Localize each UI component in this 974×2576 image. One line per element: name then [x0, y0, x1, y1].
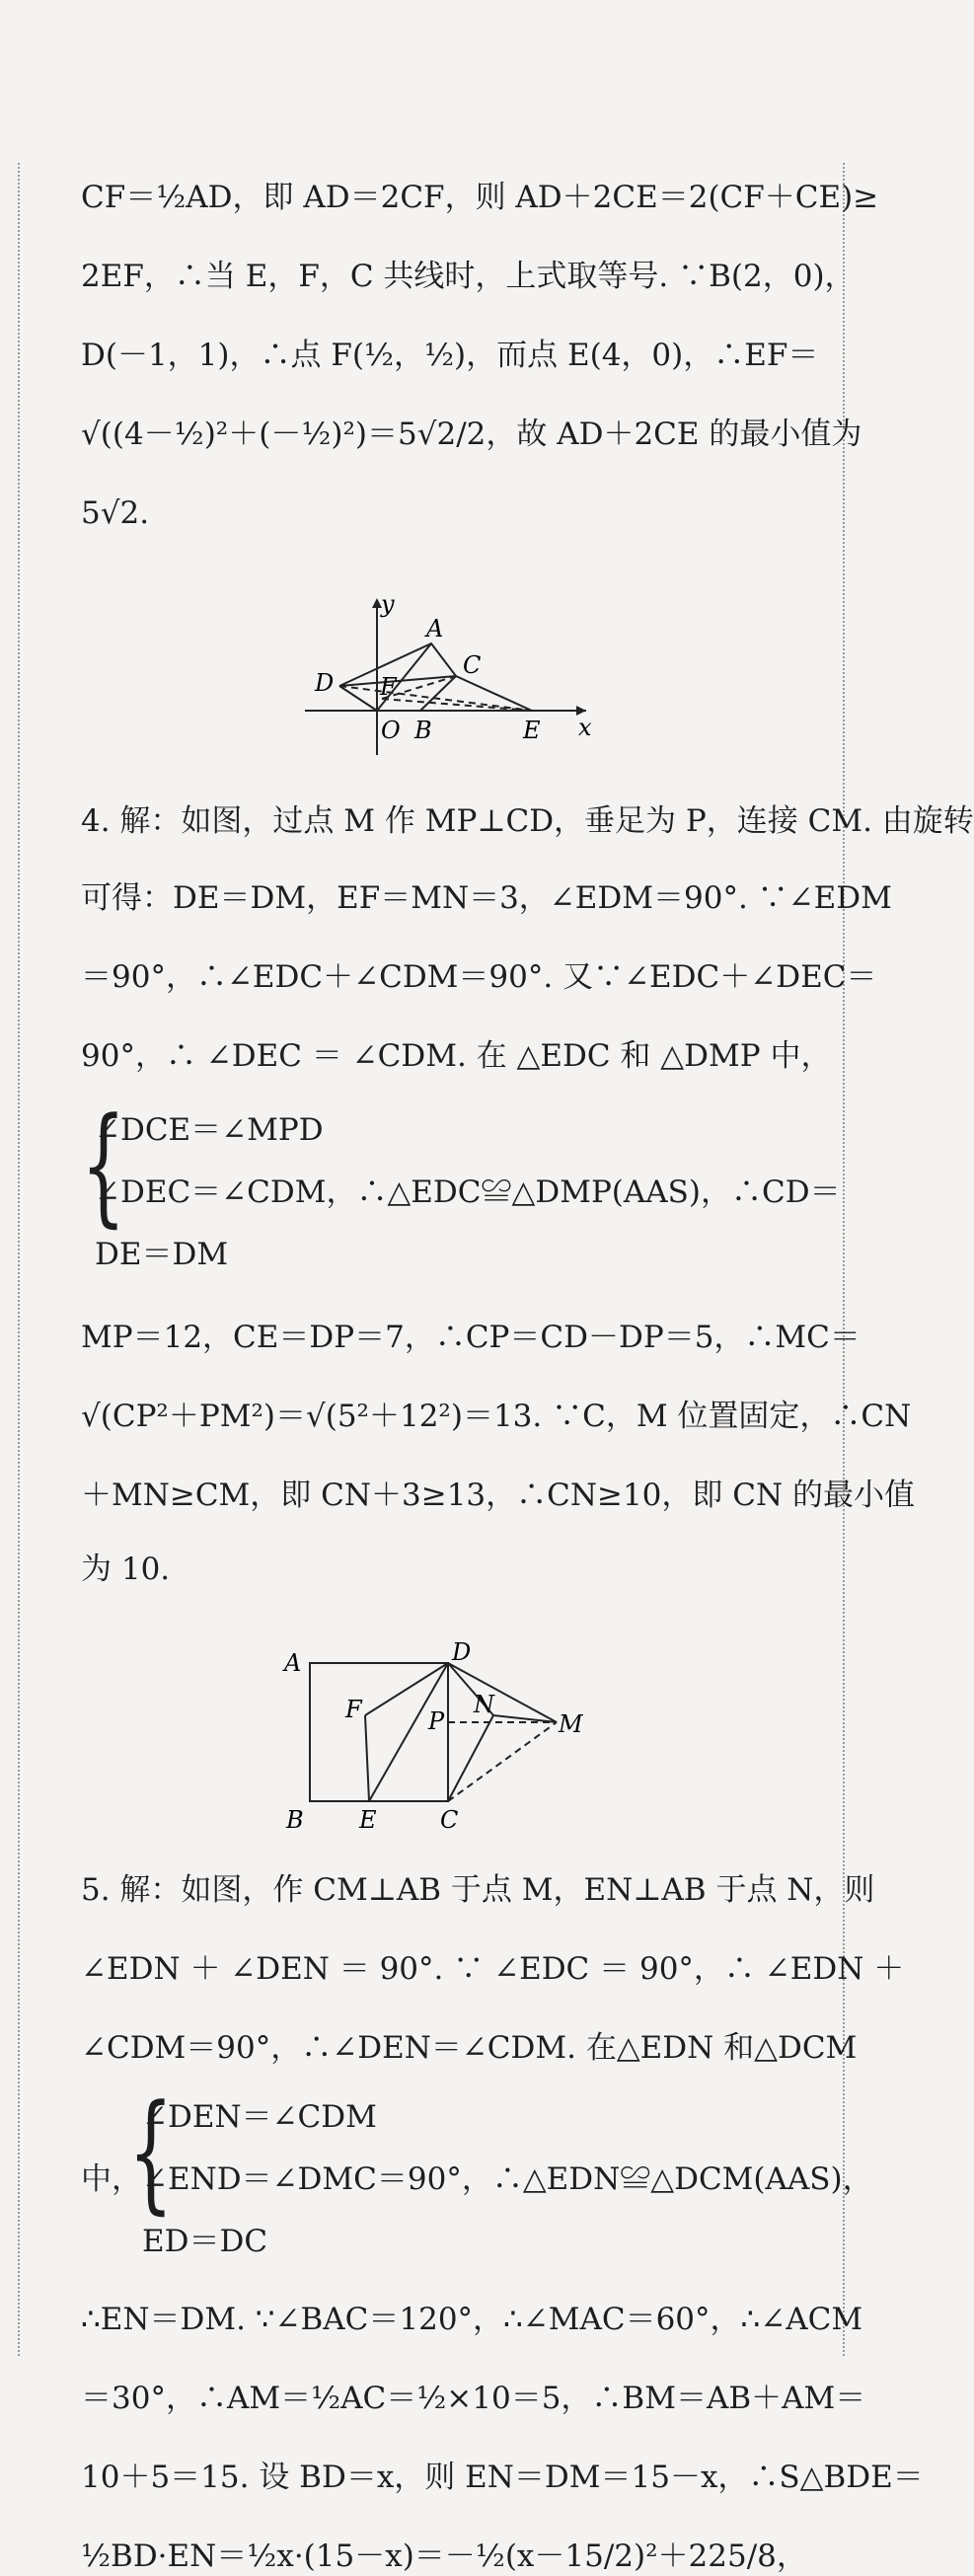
p5-line6: 10＋5＝15. 设 BD＝x，则 EN＝DM＝15－x，∴S△BDE＝	[81, 2460, 924, 2495]
left-dotted-margin	[18, 163, 20, 2356]
p3-line3: D(－1，1)，∴点 F(½，½)，而点 E(4，0)，∴EF＝	[81, 338, 819, 373]
p5-brace: {	[128, 2077, 174, 2227]
p5-brace-line2: ∠END＝∠DMC＝90°，∴△EDN≌△DCM(AAS)，	[142, 2161, 873, 2197]
label-A: A	[284, 1649, 302, 1677]
p3-line4: √((4－½)²＋(－½)²)＝5√2/2，故 AD＋2CE 的最小值为	[81, 417, 862, 452]
p3-line5: 5√2.	[81, 495, 150, 531]
p5-line5: ＝30°，∴AM＝½AC＝½×10＝5，∴BM＝AB＋AM＝	[81, 2381, 866, 2416]
label-E: E	[359, 1806, 377, 1834]
p5-line1: 5. 解：如图，作 CM⊥AB 于点 M，EN⊥AB 于点 N，则	[81, 1872, 875, 1908]
p4-line4: 90°，∴ ∠DEC ＝ ∠CDM. 在 △EDC 和 △DMP 中，	[81, 1038, 832, 1074]
p5-brace-group	[81, 2077, 873, 2285]
p5-line7: ½BD·EN＝½x·(15－x)＝－½(x－15/2)²＋225/8，	[81, 2538, 807, 2574]
p5-line4: ∴EN＝DM. ∵∠BAC＝120°，∴∠MAC＝60°，∴∠ACM	[81, 2302, 863, 2337]
label-C: C	[463, 651, 482, 679]
label-A: A	[426, 615, 444, 643]
p4-line8: 为 10.	[81, 1552, 171, 1587]
label-B: B	[286, 1806, 304, 1834]
figure-square-rotation	[278, 1638, 614, 1846]
p4-brace-line3: DE＝DM	[95, 1237, 229, 1272]
p4-line3: ＝90°，∴∠EDC＋∠CDM＝90°. 又∵∠EDC＋∠DEC＝	[81, 959, 877, 995]
label-O: O	[381, 717, 401, 744]
label-y: y	[381, 590, 395, 618]
label-B: B	[414, 717, 432, 744]
p5-line3: ∠CDM＝90°，∴∠DEN＝∠CDM. 在△EDN 和△DCM	[81, 2030, 858, 2066]
p5-brace-line1: ∠DEN＝∠CDM	[142, 2099, 377, 2135]
p4-brace-line2: ∠DEC＝∠CDM，∴△EDC≌△DMP(AAS)，∴CD＝	[95, 1174, 841, 1210]
label-C: C	[440, 1806, 459, 1834]
label-F: F	[380, 673, 397, 701]
label-P: P	[428, 1707, 445, 1735]
p4-line7: ＋MN≥CM，即 CN＋3≥13，∴CN≥10，即 CN 的最小值	[81, 1477, 915, 1513]
p4-line6: √(CP²＋PM²)＝√(5²＋12²)＝13. ∵C，M 位置固定，∴CN	[81, 1399, 912, 1434]
p4-brace: {	[81, 1090, 126, 1240]
p4-line2: 可得：DE＝DM，EF＝MN＝3，∠EDM＝90°. ∵∠EDM	[81, 880, 892, 916]
p5-zhong: 中，	[81, 2161, 142, 2197]
p4-line1: 4. 解：如图，过点 M 作 MP⊥CD，垂足为 P，连接 CM. 由旋转	[81, 803, 974, 839]
p4-brace-line1: ∠DCE＝∠MPD	[95, 1112, 324, 1148]
label-F: F	[345, 1696, 362, 1723]
p5-line2: ∠EDN ＋ ∠DEN ＝ 90°. ∵ ∠EDC ＝ 90°，∴ ∠EDN ＋	[81, 1951, 905, 1987]
label-x: x	[578, 714, 592, 741]
label-N: N	[474, 1691, 494, 1718]
label-D: D	[315, 669, 335, 697]
label-E: E	[523, 717, 541, 744]
figure-coordinate-triangle	[300, 592, 596, 760]
p4-line5: MP＝12，CE＝DP＝7，∴CP＝CD－DP＝5，∴MC＝	[81, 1320, 861, 1355]
label-M: M	[559, 1710, 583, 1738]
p3-line1: CF＝½AD，即 AD＝2CF，则 AD＋2CE＝2(CF＋CE)≥	[81, 180, 879, 215]
p3-line2: 2EF，∴当 E，F，C 共线时，上式取等号. ∵B(2，0)，	[81, 259, 856, 294]
right-dotted-margin	[843, 163, 845, 2356]
label-D: D	[452, 1638, 472, 1666]
p5-brace-line3: ED＝DC	[142, 2224, 268, 2259]
p4-brace-group	[81, 1090, 841, 1298]
